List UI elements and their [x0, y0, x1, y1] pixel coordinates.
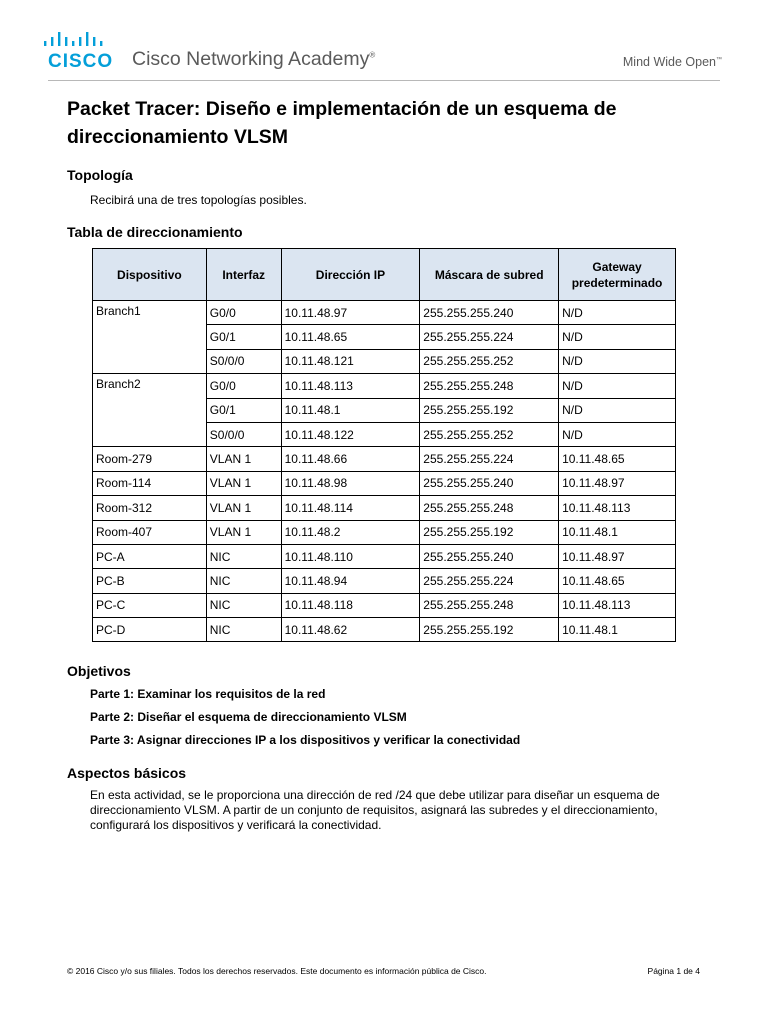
ip-cell: 10.11.48.121 [281, 349, 420, 373]
mask-cell: 255.255.255.240 [420, 301, 559, 325]
interface-cell: G0/1 [206, 325, 281, 349]
trademark-mark: ™ [716, 56, 722, 63]
addressing-heading: Tabla de direccionamiento [67, 224, 243, 240]
mask-cell: 255.255.255.192 [420, 398, 559, 422]
mask-cell: 255.255.255.248 [420, 374, 559, 398]
interface-cell: NIC [206, 544, 281, 568]
device-cell: PC-C [93, 593, 207, 617]
mask-cell: 255.255.255.252 [420, 422, 559, 446]
registered-mark: ® [369, 50, 376, 60]
column-header: Máscara de subred [420, 249, 559, 301]
ip-cell: 10.11.48.62 [281, 618, 420, 642]
table-row [93, 544, 676, 568]
ip-cell: 10.11.48.122 [281, 422, 420, 446]
table-row [93, 520, 676, 544]
device-cell: Room-312 [93, 496, 207, 520]
table-row [93, 447, 676, 471]
topology-heading: Topología [67, 167, 133, 183]
ip-cell: 10.11.48.114 [281, 496, 420, 520]
header-divider [48, 80, 720, 81]
document-title: Packet Tracer: Diseño e implementación de un esquema de direccionamiento VLSM [67, 98, 617, 148]
gateway-cell: N/D [559, 422, 676, 446]
ip-cell: 10.11.48.66 [281, 447, 420, 471]
mask-cell: 255.255.255.192 [420, 618, 559, 642]
mask-cell: 255.255.255.248 [420, 593, 559, 617]
interface-cell: NIC [206, 618, 281, 642]
device-cell: Branch2 [93, 374, 207, 447]
ip-cell: 10.11.48.2 [281, 520, 420, 544]
ip-cell: 10.11.48.65 [281, 325, 420, 349]
interface-cell: G0/0 [206, 374, 281, 398]
mask-cell: 255.255.255.224 [420, 447, 559, 471]
background-text: En esta actividad, se le proporciona una dirección de red /24 que debe utilizar para diseñar un esquema de direccionamiento VLSM. A partir de un conjunto de requisitos, asignará las subredes y el direccionamiento, configurará los dispositivos y verificará la conectividad. [90, 788, 660, 832]
table-row [93, 496, 676, 520]
ip-cell: 10.11.48.94 [281, 569, 420, 593]
cisco-logo-text: CISCO [48, 51, 114, 72]
copyright-text: © 2016 Cisco y/o sus filiales. Todos los derechos reservados. Este documento es información pública de Cisco. [67, 966, 487, 976]
background-heading: Aspectos básicos [67, 765, 187, 781]
objectives-heading: Objetivos [67, 663, 131, 679]
ip-cell: 10.11.48.98 [281, 471, 420, 495]
ip-cell: 10.11.48.1 [281, 398, 420, 422]
interface-cell: VLAN 1 [206, 471, 281, 495]
objective-item: Parte 3: Asignar direcciones IP a los dispositivos y verificar la conectividad [90, 733, 521, 747]
gateway-cell: N/D [559, 398, 676, 422]
column-header: Dispositivo [93, 249, 207, 301]
gateway-cell: 10.11.48.1 [559, 520, 676, 544]
table-row [93, 374, 676, 398]
mask-cell: 255.255.255.252 [420, 349, 559, 373]
topology-text: Recibirá una de tres topologías posibles. [90, 193, 307, 207]
column-header: Dirección IP [281, 249, 420, 301]
gateway-cell: 10.11.48.113 [559, 496, 676, 520]
table-row [93, 471, 676, 495]
device-cell: Room-279 [93, 447, 207, 471]
gateway-cell: 10.11.48.97 [559, 471, 676, 495]
device-cell: PC-B [93, 569, 207, 593]
page-number: Página 1 de 4 [647, 966, 700, 976]
interface-cell: S0/0/0 [206, 422, 281, 446]
ip-cell: 10.11.48.110 [281, 544, 420, 568]
gateway-cell: 10.11.48.1 [559, 618, 676, 642]
device-cell: Branch1 [93, 301, 207, 374]
column-header: Gateway predeterminado [559, 249, 676, 301]
device-cell: PC-D [93, 618, 207, 642]
table-header-row [93, 249, 676, 301]
gateway-cell: 10.11.48.113 [559, 593, 676, 617]
academy-name-text: Cisco Networking Academy [132, 48, 370, 70]
objective-item: Parte 2: Diseñar el esquema de direccionamiento VLSM [90, 710, 407, 724]
table-row [93, 301, 676, 325]
interface-cell: NIC [206, 593, 281, 617]
interface-cell: NIC [206, 569, 281, 593]
interface-cell: VLAN 1 [206, 496, 281, 520]
gateway-cell: N/D [559, 374, 676, 398]
ip-cell: 10.11.48.113 [281, 374, 420, 398]
interface-cell: S0/0/0 [206, 349, 281, 373]
mask-cell: 255.255.255.192 [420, 520, 559, 544]
interface-cell: VLAN 1 [206, 447, 281, 471]
mask-cell: 255.255.255.224 [420, 569, 559, 593]
gateway-cell: N/D [559, 349, 676, 373]
device-cell: Room-114 [93, 471, 207, 495]
cisco-logo-bars-icon [44, 31, 112, 49]
mask-cell: 255.255.255.224 [420, 325, 559, 349]
device-cell: Room-407 [93, 520, 207, 544]
gateway-cell: N/D [559, 301, 676, 325]
device-cell: PC-A [93, 544, 207, 568]
gateway-cell: 10.11.48.65 [559, 447, 676, 471]
mask-cell: 255.255.255.248 [420, 496, 559, 520]
tagline [623, 55, 722, 69]
interface-cell: G0/1 [206, 398, 281, 422]
tagline-text: Mind Wide Open [622, 55, 716, 69]
academy-name [132, 48, 375, 71]
gateway-cell: 10.11.48.65 [559, 569, 676, 593]
interface-cell: VLAN 1 [206, 520, 281, 544]
interface-cell: G0/0 [206, 301, 281, 325]
gateway-cell: 10.11.48.97 [559, 544, 676, 568]
addressing-table [92, 248, 676, 642]
table-row [93, 569, 676, 593]
table-row [93, 618, 676, 642]
ip-cell: 10.11.48.118 [281, 593, 420, 617]
objective-item: Parte 1: Examinar los requisitos de la red [90, 687, 326, 701]
mask-cell: 255.255.255.240 [420, 471, 559, 495]
column-header: Interfaz [206, 249, 281, 301]
ip-cell: 10.11.48.97 [281, 301, 420, 325]
mask-cell: 255.255.255.240 [420, 544, 559, 568]
page-header [0, 0, 768, 86]
gateway-cell: N/D [559, 325, 676, 349]
table-row [93, 593, 676, 617]
